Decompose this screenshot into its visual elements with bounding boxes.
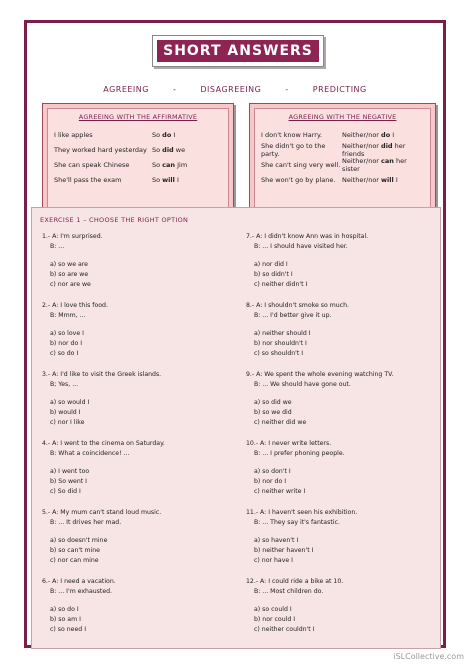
answer-option[interactable]: b) nor shouldn't I <box>254 340 307 347</box>
exercise-panel <box>31 207 441 649</box>
question-response-line: B: ... I prefer phoning people. <box>254 450 345 457</box>
answer-option[interactable]: c) neither write I <box>254 488 306 495</box>
question-prompt: 5.- A: My mum can't stand loud music. <box>42 509 162 516</box>
question-item <box>42 508 161 566</box>
question-item <box>246 577 343 635</box>
answer-option[interactable]: b) so didn't I <box>254 271 293 278</box>
example-answer: Neither/nor will I <box>342 175 398 184</box>
answer-option[interactable]: c) so do I <box>50 350 79 357</box>
answer-option[interactable]: a) so did we <box>254 399 292 406</box>
answer-option[interactable]: c) nor are we <box>50 281 91 288</box>
answer-option[interactable]: a) neither should I <box>254 330 311 337</box>
question-response-line: B: ... We should have gone out. <box>254 381 351 388</box>
answer-option[interactable]: c) neither couldn't I <box>254 626 315 633</box>
question-prompt: 7.- A: I didn't know Ann was in hospital. <box>246 233 369 240</box>
example-sentence: She'll pass the exam <box>54 175 122 184</box>
question-item <box>246 232 368 290</box>
subtitle-disagreeing: DISAGREEING <box>200 85 262 94</box>
answer-option[interactable]: b) nor do I <box>50 340 83 347</box>
subtitle-dash-2: - <box>285 85 289 94</box>
question-prompt: 1.- A: I'm surprised. <box>42 233 103 240</box>
answer-option[interactable]: a) so do I <box>50 606 79 613</box>
answer-option[interactable]: c) so shouldn't I <box>254 350 304 357</box>
question-prompt: 4.- A: I went to the cinema on Saturday. <box>42 440 165 447</box>
answer-option[interactable]: a) so love I <box>50 330 84 337</box>
question-response-line: B: ... I should have visited her. <box>254 243 348 250</box>
question-response-line: B: ... <box>50 243 65 250</box>
negative-row <box>255 172 430 187</box>
example-sentence: She won't go by plane. <box>261 175 336 184</box>
question-response-line: B: ... It drives her mad. <box>50 519 122 526</box>
question-response-line: B: ... They say it's fantastic. <box>254 519 340 526</box>
question-item <box>42 439 165 497</box>
example-sentence: She can't sing very well. <box>261 160 341 169</box>
subtitle-agreeing: AGREEING <box>103 85 149 94</box>
question-response-line: B; Yes, ... <box>50 381 79 388</box>
question-item <box>246 301 349 359</box>
question-prompt: 9.- A: We spent the whole evening watching TV. <box>246 371 394 378</box>
example-answer: So can Jim <box>152 160 188 169</box>
question-prompt: 2.- A: I love this food. <box>42 302 108 309</box>
subtitle-row <box>27 85 443 94</box>
answer-option[interactable]: b) nor could I <box>254 616 296 623</box>
answer-option[interactable]: b) would I <box>50 409 81 416</box>
question-prompt: 6.- A: I need a vacation. <box>42 578 116 585</box>
example-answer: Neither/nor did her friends <box>342 141 406 158</box>
question-response-line: B: ... I'd better give it up. <box>254 312 332 319</box>
example-sentence: I don't know Harry. <box>261 130 322 139</box>
question-item <box>246 508 357 566</box>
answer-option[interactable]: a) so haven't I <box>254 537 299 544</box>
exercise-heading: EXERCISE 1 – CHOOSE THE RIGHT OPTION <box>40 216 189 224</box>
negative-heading: AGREEING WITH THE NEGATIVE <box>288 113 397 121</box>
answer-option[interactable]: b) nor do I <box>254 478 287 485</box>
answer-option[interactable]: c) nor I like <box>50 419 85 426</box>
question-item <box>42 577 116 635</box>
answer-option[interactable]: b) neither haven't I <box>254 547 314 554</box>
question-response-line: B: Mmm, ... <box>50 312 86 319</box>
worksheet-frame <box>24 20 446 648</box>
example-sentence: They worked hard yesterday <box>54 145 147 154</box>
answer-option[interactable]: c) So did I <box>50 488 81 495</box>
negative-row <box>255 127 430 142</box>
negative-row <box>255 142 430 157</box>
example-sentence: She can speak Chinese <box>54 160 130 169</box>
example-answer: So did we <box>152 145 186 154</box>
example-answer: So will I <box>152 175 179 184</box>
example-answer: So do I <box>152 130 176 139</box>
question-item <box>246 439 345 497</box>
affirmative-box <box>42 103 234 215</box>
answer-option[interactable]: a) I went too <box>50 468 90 475</box>
question-item <box>42 232 103 290</box>
affirmative-heading: AGREEING WITH THE AFFIRMATIVE <box>78 113 198 121</box>
answer-option[interactable]: a) so don't I <box>254 468 291 475</box>
answer-option[interactable]: a) so doesn't mine <box>50 537 108 544</box>
subtitle-dash-1: - <box>172 85 177 94</box>
question-item <box>42 301 108 359</box>
answer-option[interactable]: a) so we are <box>50 261 88 268</box>
affirmative-row <box>48 172 228 187</box>
answer-option[interactable]: c) neither didn't I <box>254 281 308 288</box>
affirmative-row <box>48 142 228 157</box>
example-sentence: I like apples <box>54 130 93 139</box>
affirmative-row <box>48 127 228 142</box>
question-response-line: B: What a coincidence! ... <box>50 450 130 457</box>
answer-option[interactable]: b) so am I <box>50 616 81 623</box>
answer-option[interactable]: c) neither did we <box>254 419 307 426</box>
title-box <box>152 35 324 67</box>
question-prompt: 12.- A: I could ride a bike at 10. <box>246 578 344 585</box>
example-sentence: She didn't go to the party. <box>261 141 326 158</box>
answer-option[interactable]: c) nor can mine <box>50 557 99 564</box>
answer-option[interactable]: c) so need I <box>50 626 87 633</box>
question-response-line: B: ... I'm exhausted. <box>50 588 113 595</box>
answer-option[interactable]: c) nor have I <box>254 557 293 564</box>
affirmative-row <box>48 157 228 172</box>
answer-option[interactable]: b) so can't mine <box>50 547 100 554</box>
question-item <box>246 370 394 428</box>
answer-option[interactable]: b) so we did <box>254 409 292 416</box>
answer-option[interactable]: b) So went I <box>50 478 87 485</box>
watermark: iSLCollective.com <box>393 652 464 661</box>
page-title: SHORT ANSWERS <box>157 40 319 62</box>
question-prompt: 8.- A: I shouldn't smoke so much. <box>246 302 349 309</box>
question-prompt: 10.- A: I never write letters. <box>246 440 332 447</box>
question-response-line: B: ... Most children do. <box>254 588 324 595</box>
answer-option[interactable]: a) so would I <box>50 399 90 406</box>
answer-option[interactable]: b) so are we <box>50 271 89 278</box>
question-item <box>42 370 161 428</box>
negative-row <box>255 157 430 172</box>
example-answer: Neither/nor do I <box>342 130 395 139</box>
answer-option[interactable]: a) so could I <box>254 606 292 613</box>
subtitle-predicting: PREDICTING <box>312 85 367 94</box>
question-prompt: 11.- A: I haven't seen his exhibition. <box>246 509 358 516</box>
example-answer: Neither/nor can her sister <box>342 156 407 173</box>
answer-option[interactable]: a) nor did I <box>254 261 288 268</box>
negative-box <box>249 103 436 215</box>
question-prompt: 3.- A: I'd like to visit the Greek islands. <box>42 371 162 378</box>
